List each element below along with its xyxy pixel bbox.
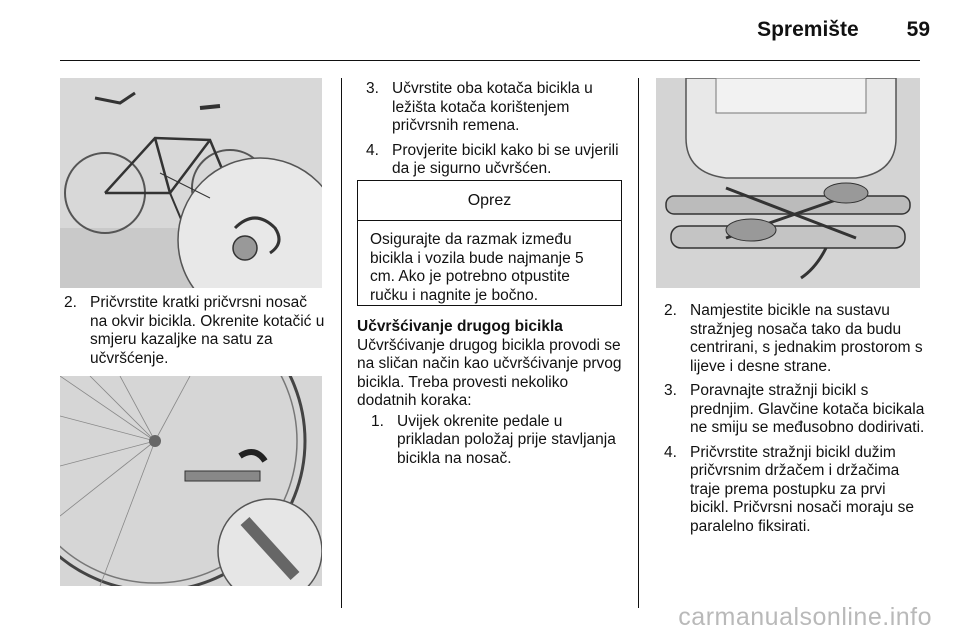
wheel-strap-drawing (60, 376, 322, 586)
step-number: 4. (366, 141, 379, 159)
middle-column-steps (366, 80, 626, 185)
section-subheading: Učvršćivanje drugog bicikla (357, 318, 563, 335)
list-item (64, 294, 326, 368)
column-divider-right (638, 78, 639, 608)
page-number: 59 (906, 18, 930, 41)
watermark: carmanualsonline.info (678, 603, 932, 631)
page-title: Spremište (757, 18, 859, 41)
step-text: Učvrstite oba kotača bicikla u ležišta kotača korištenjem pričvrsnih remena. (392, 80, 593, 134)
step-number: 2. (64, 294, 77, 311)
step-number: 1. (371, 412, 384, 430)
section-paragraph: Učvršćivanje drugog bicikla provodi se na sličan način kao učvršćivanje prvog bicikla. Treba provesti nekoliko dodatnih koraka: (357, 336, 622, 409)
caution-body: Osigurajte da razmak između bicikla i vozila bude najmanje 5 cm. Ako je potrebno otpustite ručku i nagnite je bočno. (370, 231, 584, 304)
list-item (664, 444, 926, 537)
list-item (366, 142, 626, 179)
list-item (664, 382, 926, 438)
step-number: 3. (366, 80, 379, 97)
step-text: Uvijek okrenite pedale u prikladan položaj prije stavljanja bicikla na nosač. (397, 412, 616, 467)
caution-heading: Oprez (358, 181, 621, 221)
list-item (664, 302, 926, 376)
two-bikes-drawing (656, 78, 920, 288)
step-text: Namjestite bicikle na sustavu stražnjeg nosača tako da budu centrirani, s jednakim prostorom s lijeve i desne strane. (690, 302, 923, 375)
middle-column-section (357, 318, 629, 474)
right-column-steps (664, 302, 926, 542)
list-item (357, 413, 629, 469)
step-text: Provjerite bicikl kako bi se uvjerili da je sigurno učvršćen. (392, 141, 619, 177)
caution-box (357, 180, 622, 306)
step-text: Poravnajte stražnji bicikl s prednjim. Glavčine kotača bicikala ne smiju se međusobno dodirivati. (690, 382, 925, 436)
step-number: 4. (664, 443, 677, 461)
step-text: Pričvrstite stražnji bicikl dužim pričvrsnim držačem i držačima traje prema postupku za prvi bicikl. Pričvrsni nosači moraju se paralelno fiksirati. (690, 443, 914, 535)
step-number: 3. (664, 382, 677, 399)
step-number: 2. (664, 302, 677, 319)
bike-carrier-drawing (60, 78, 322, 288)
step-text: Pričvrstite kratki pričvrsni nosač na okvir bicikla. Okrenite kotačić u smjeru kazaljke na satu za učvršćenje. (90, 294, 325, 367)
two-bikes-carrier-illustration (656, 78, 920, 288)
list-item (366, 80, 626, 136)
header-rule (60, 60, 920, 61)
page-header (757, 18, 930, 42)
bike-carrier-illustration (60, 78, 322, 288)
left-column-text (64, 294, 326, 374)
column-divider-left (341, 78, 342, 608)
wheel-strap-illustration (60, 376, 322, 586)
